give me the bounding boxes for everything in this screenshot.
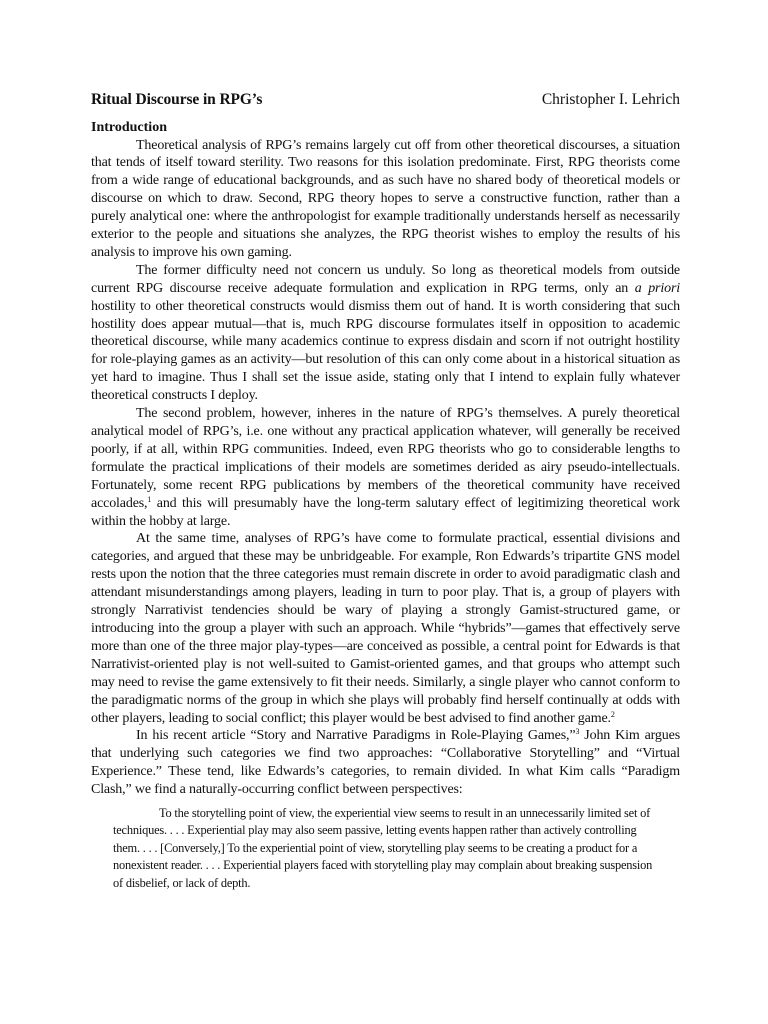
paragraph-5-text-b: John Kim argues that underlying such categories we find two approaches: “Collaborative Storytelling” and “Virtual Experience.” These tend, like Edwards’s categories, to remain divided. In what Kim calls “Paradigm Clash,” we find a naturally-occurring conflict between perspectives: bbox=[91, 728, 680, 798]
footnote-ref-1[interactable]: 1 bbox=[147, 494, 152, 504]
paragraph-2-italic: a priori bbox=[634, 280, 680, 296]
paragraph-2-text-b: hostility to other theoretical constructs would dismiss them out of hand. It is worth considering that such hostility does appear mutual—that is, much RPG discourse formulates itself in opposition to academic theoretical discourse, while many academics continue to express disdain and scorn if not outright hostility for role-playing games as an activity—but resolution of this can only come about in a historical situation as yet hard to imagine. Thus I shall set the issue aside, stating only that I intend to explain fully whatever theoretical constructs I deploy. bbox=[91, 298, 680, 404]
paragraph-3-text-a: The second problem, however, inheres in the nature of RPG’s themselves. A purely theoretical analytical model of RPG’s, i.e. one without any practical application whatever, will generally be received poorly, if at all, within RPG communities. Indeed, even RPG theorists who go to considerable lengths to formulate the practical implications of their models are sometimes derided as airy pseudo-intellectuals. Fortunately, some recent RPG publications by members of the theoretical community have received accolades, bbox=[91, 406, 680, 511]
document-page bbox=[91, 91, 680, 892]
paragraph-4-text: At the same time, analyses of RPG’s have come to formulate practical, essential divisions and categories, and argued that these may be unbridgeable. For example, Ron Edwards’s tripartite GNS model rests upon the notion that the three categories must remain discrete in order to avoid paradigmatic clash and attendant misunderstandings among players, leading in turn to poor play. That is, a group of players with strongly Narrativist tendencies should be wary of playing a strongly Gamist-structured game, or introducing into the group a player with such an approach. While “hybrids”—games that effectively serve more than one of the three major play-types—are conceived as possible, a central point for Edwards is that Narrativist-oriented play is not well-suited to Gamist-oriented games, and that groups who attempt such may need to revise the game extensively to fit their needs. Similarly, a single player who cannot conform to the paradigmatic norms of the group in which she plays will probably find herself continually at odds with other players, leading to social conflict; this player would be best advised to find another game. bbox=[91, 531, 680, 726]
footnote-ref-2[interactable]: 2 bbox=[610, 709, 615, 719]
paragraph-2 bbox=[91, 262, 680, 405]
paragraph-3 bbox=[91, 405, 680, 530]
paragraph-5-text-a: In his recent article “Story and Narrative Paradigms in Role-Playing Games,” bbox=[136, 728, 576, 744]
section-heading-introduction: Introduction bbox=[91, 120, 167, 135]
author-name: Christopher I. Lehrich bbox=[541, 91, 680, 108]
paragraph-2-text-a: The former difficulty need not concern us unduly. So long as theoretical models from outside current RPG discourse receive adequate formulation and explication in RPG terms, only an bbox=[91, 262, 680, 296]
footnote-ref-3[interactable]: 3 bbox=[575, 727, 580, 737]
paragraph-4 bbox=[91, 530, 680, 727]
document-header bbox=[91, 91, 680, 113]
paragraph-3-text-b: and this will presumably have the long-term salutary effect of legitimizing theoretical work within the hobby at large. bbox=[91, 495, 680, 529]
paragraph-5 bbox=[91, 727, 680, 799]
paragraph-1: Theoretical analysis of RPG’s remains largely cut off from other theoretical discourses, a situation that tends of itself toward sterility. Two reasons for this isolation predominate. First, RPG theorists come from a wide range of educational backgrounds, and as such have no shared body of theoretical models or discourse on which to draw. Second, RPG theory hopes to serve a constructive function, rather than a purely analytical one: where the anthropologist for example traditionally understands herself as necessarily exterior to the people and situations she analyzes, the RPG theorist wishes to employ the results of his analysis to improve his own gaming. bbox=[91, 137, 680, 260]
document-title: Ritual Discourse in RPG’s bbox=[91, 91, 263, 108]
block-quotation: To the storytelling point of view, the experiential view seems to result in an unnecessarily limited set of techniques. . . . Experiential play may also seem passive, letting events happen rather than actively controlling them. . . . [Conversely,] To the experiential point of view, storytelling play seems to be creating a product for a nonexistent reader. . . . Experiential players faced with storytelling play may complain about breaking suspension of disbelief, or lack of depth. bbox=[113, 806, 653, 890]
